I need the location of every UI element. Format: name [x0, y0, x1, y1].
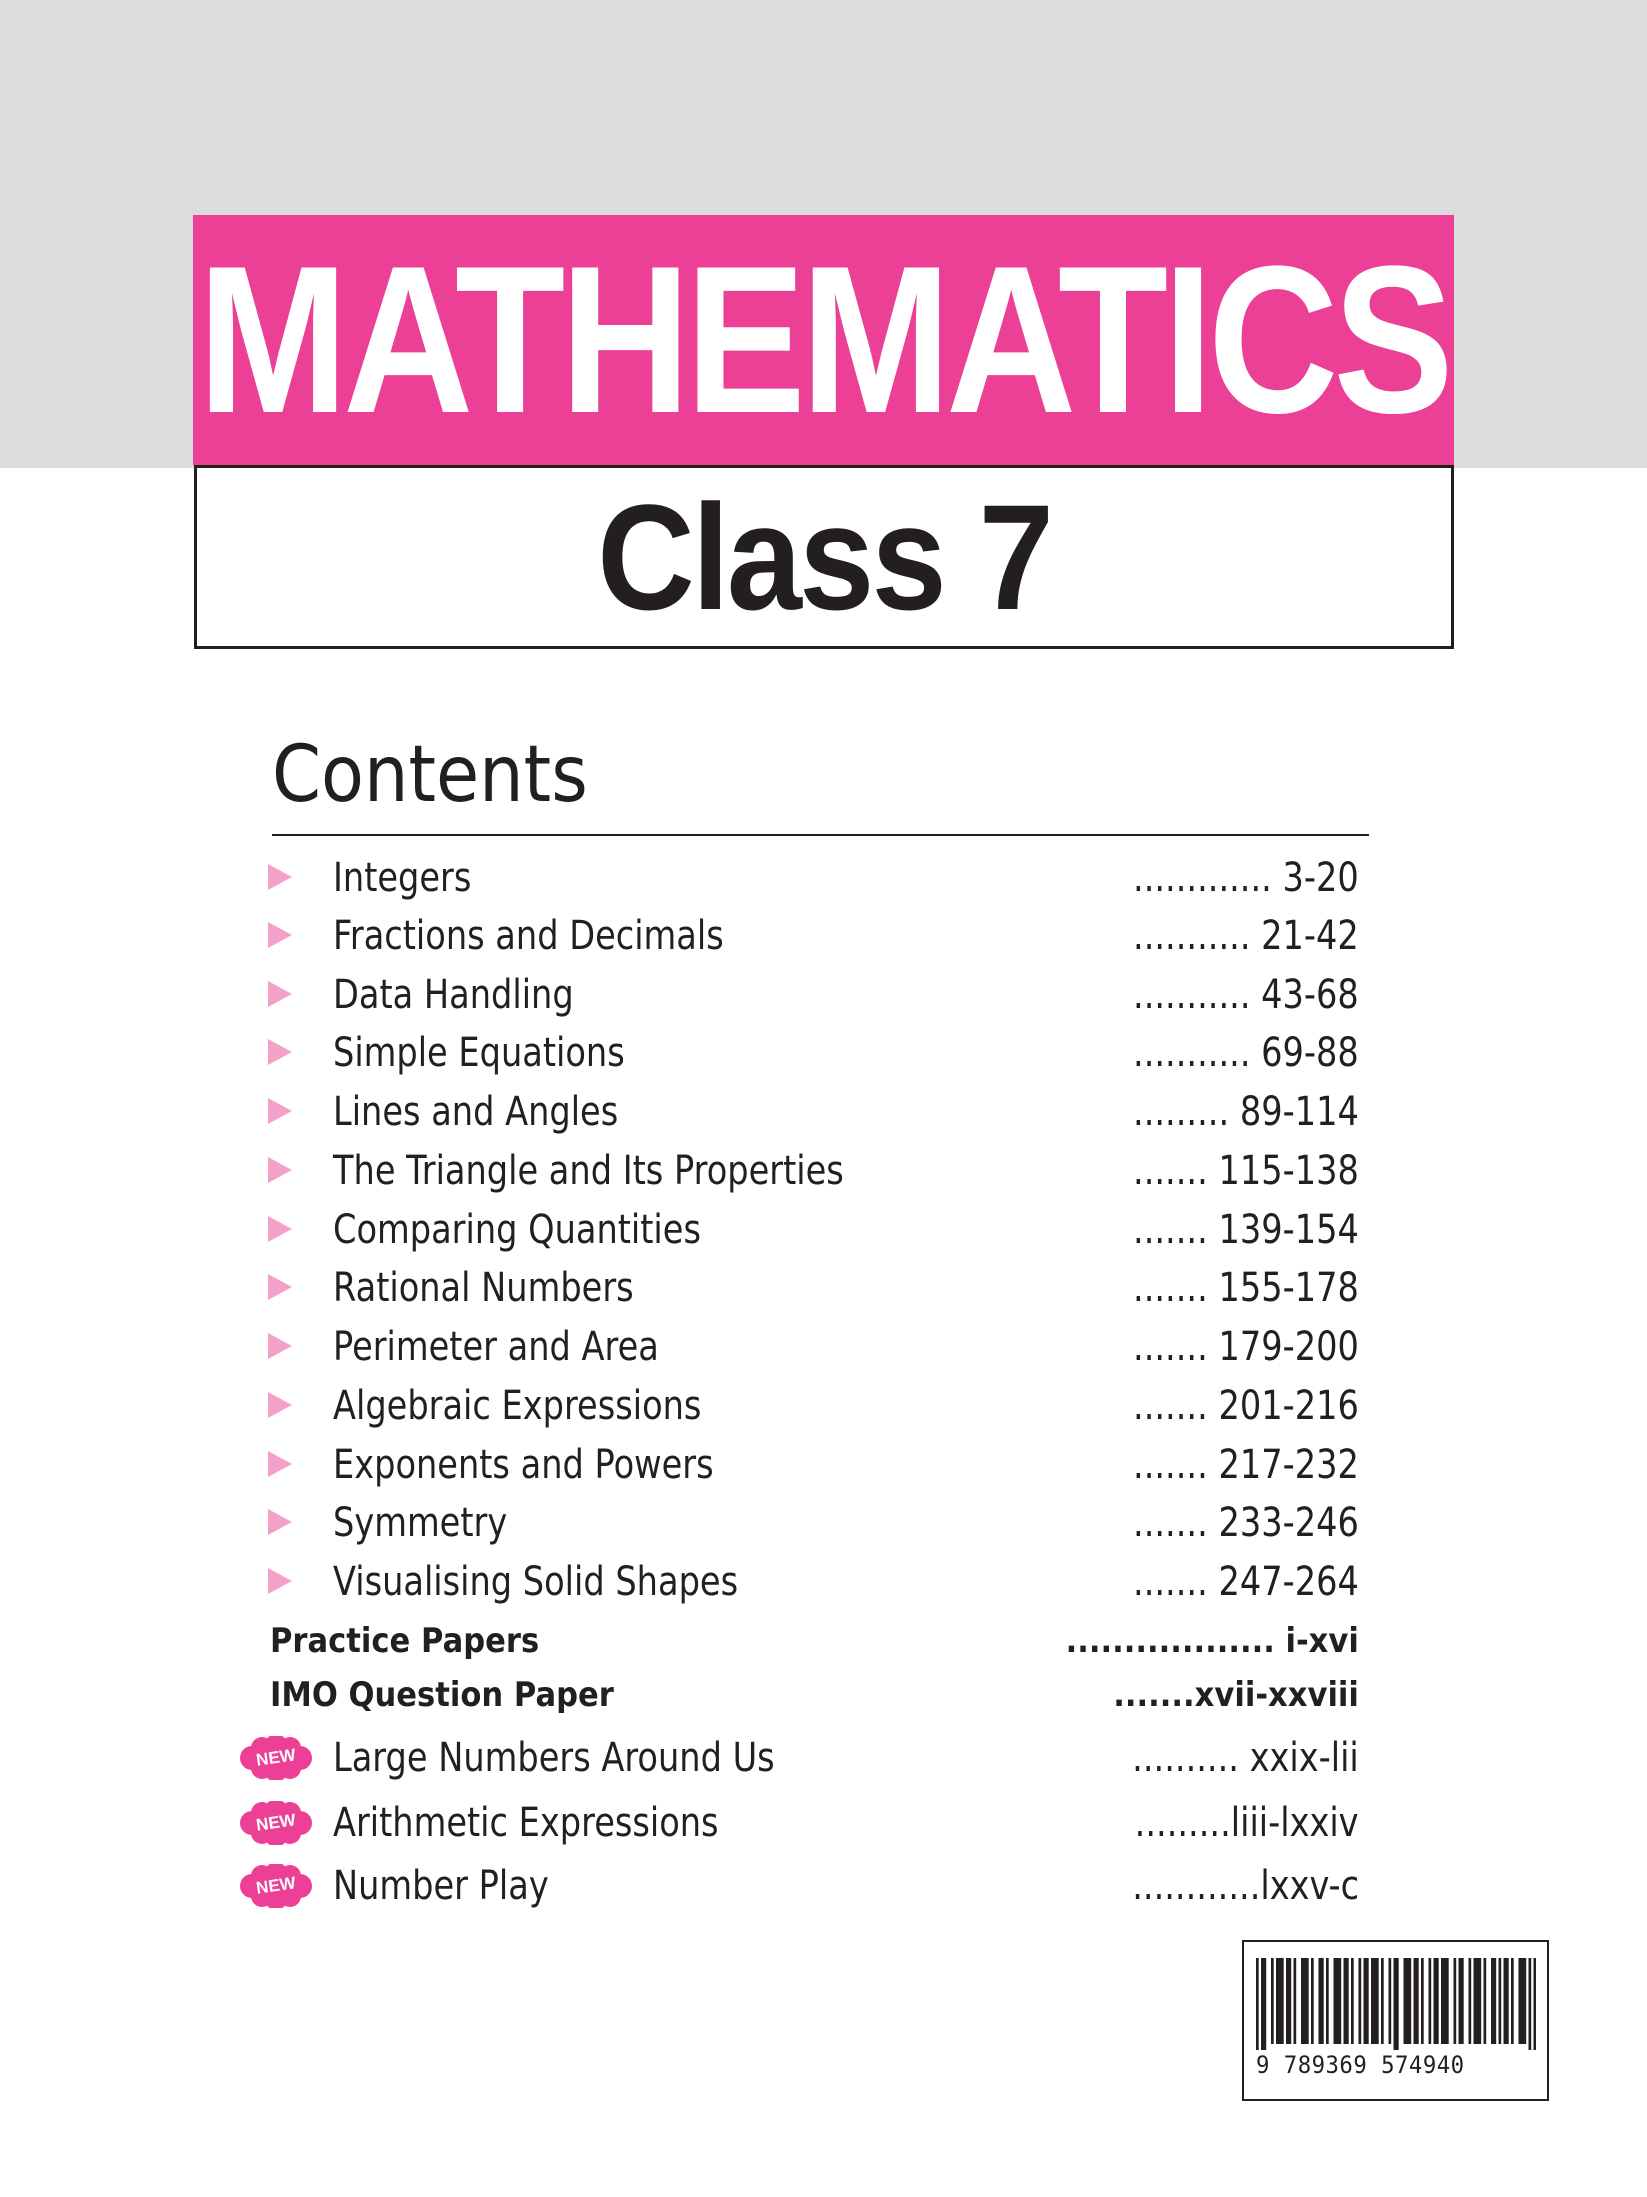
toc-item-pages: ........... 69-88	[1133, 1030, 1359, 1076]
triangle-bullet-icon	[268, 922, 292, 948]
triangle-bullet-icon	[268, 1039, 292, 1065]
triangle-bullet-icon	[268, 1568, 292, 1594]
toc-item-label: Large Numbers Around Us	[333, 1735, 775, 1781]
toc-item	[0, 850, 1647, 906]
toc-item-label: Algebraic Expressions	[333, 1383, 702, 1429]
toc-item-pages: ....... 179-200	[1133, 1324, 1359, 1370]
toc-item-pages: .........liii-lxxiv	[1135, 1800, 1359, 1846]
toc-item	[0, 1084, 1647, 1140]
new-badge-label: NEW	[254, 1745, 297, 1770]
toc-item	[0, 1730, 1647, 1786]
class-box	[194, 465, 1454, 649]
class-label: Class 7	[597, 473, 1051, 641]
toc-item	[0, 908, 1647, 964]
toc-item-pages: ............lxxv-c	[1132, 1863, 1359, 1909]
new-badge-icon	[238, 1736, 314, 1780]
contents-divider	[272, 834, 1369, 836]
toc-item-pages: ....... 201-216	[1133, 1383, 1359, 1429]
toc-item	[0, 1260, 1647, 1316]
triangle-bullet-icon	[268, 864, 292, 890]
toc-item-label: Data Handling	[333, 972, 574, 1018]
toc-item-pages: ....... 247-264	[1133, 1559, 1359, 1605]
toc-item-pages: ....... 155-178	[1133, 1265, 1359, 1311]
triangle-bullet-icon	[268, 1392, 292, 1418]
toc-item-label: Exponents and Powers	[333, 1442, 714, 1488]
new-badge-label: NEW	[254, 1810, 297, 1835]
toc-item	[0, 967, 1647, 1023]
triangle-bullet-icon	[268, 1157, 292, 1183]
toc-item-label: Fractions and Decimals	[333, 913, 724, 959]
triangle-bullet-icon	[268, 1509, 292, 1535]
toc-item-label: Integers	[333, 855, 472, 901]
toc-item	[0, 1554, 1647, 1610]
title-banner	[193, 215, 1454, 465]
toc-item	[0, 1202, 1647, 1258]
barcode	[1242, 1940, 1549, 2101]
toc-item-label: Arithmetic Expressions	[333, 1800, 719, 1846]
triangle-bullet-icon	[268, 981, 292, 1007]
toc-item	[0, 1795, 1647, 1851]
toc-item-label: Lines and Angles	[333, 1089, 619, 1135]
new-badge-label: NEW	[254, 1873, 297, 1898]
toc-item-label: Perimeter and Area	[333, 1324, 659, 1370]
toc-item	[0, 1025, 1647, 1081]
toc-item-pages: ....... 233-246	[1133, 1500, 1359, 1546]
toc-item-label: Visualising Solid Shapes	[333, 1559, 739, 1605]
toc-item-label: Comparing Quantities	[333, 1207, 701, 1253]
toc-item-label: Simple Equations	[333, 1030, 625, 1076]
toc-item-label: IMO Question Paper	[270, 1675, 614, 1715]
toc-item-pages: ....... 217-232	[1133, 1442, 1359, 1488]
toc-item	[0, 1858, 1647, 1914]
toc-item	[0, 1319, 1647, 1375]
toc-item-label: Number Play	[333, 1863, 549, 1909]
toc-item-label: Practice Papers	[270, 1621, 540, 1661]
barcode-digits: 9 789369 574940	[1256, 2051, 1465, 2079]
toc-item-pages: ....... 139-154	[1133, 1207, 1359, 1253]
toc-item	[0, 1378, 1647, 1434]
toc-item-label: The Triangle and Its Properties	[333, 1148, 844, 1194]
toc-item-label: Rational Numbers	[333, 1265, 634, 1311]
toc-item-label: Symmetry	[333, 1500, 508, 1546]
toc-item-pages: .......... xxix-lii	[1132, 1735, 1359, 1781]
triangle-bullet-icon	[268, 1333, 292, 1359]
toc-item	[0, 1495, 1647, 1551]
toc-item	[0, 1667, 1647, 1723]
triangle-bullet-icon	[268, 1274, 292, 1300]
toc-item-pages: ........... 43-68	[1133, 972, 1359, 1018]
triangle-bullet-icon	[268, 1098, 292, 1124]
contents-heading: Contents	[272, 730, 588, 820]
toc-item-pages: ........... 21-42	[1133, 913, 1359, 959]
new-badge-icon	[238, 1864, 314, 1908]
toc-item	[0, 1143, 1647, 1199]
toc-item	[0, 1613, 1647, 1669]
triangle-bullet-icon	[268, 1451, 292, 1477]
toc-item-pages: ......... 89-114	[1133, 1089, 1359, 1135]
toc-item-pages: .......xvii-xxviii	[1113, 1675, 1359, 1715]
barcode-bars-icon	[1256, 1958, 1536, 2050]
toc-item-pages: ....... 115-138	[1133, 1148, 1359, 1194]
page-title: MATHEMATICS	[198, 222, 1449, 457]
toc-item	[0, 1437, 1647, 1493]
toc-item-pages: .................. i-xvi	[1065, 1621, 1359, 1661]
triangle-bullet-icon	[268, 1216, 292, 1242]
toc-item-pages: ............. 3-20	[1133, 855, 1359, 901]
new-badge-icon	[238, 1801, 314, 1845]
